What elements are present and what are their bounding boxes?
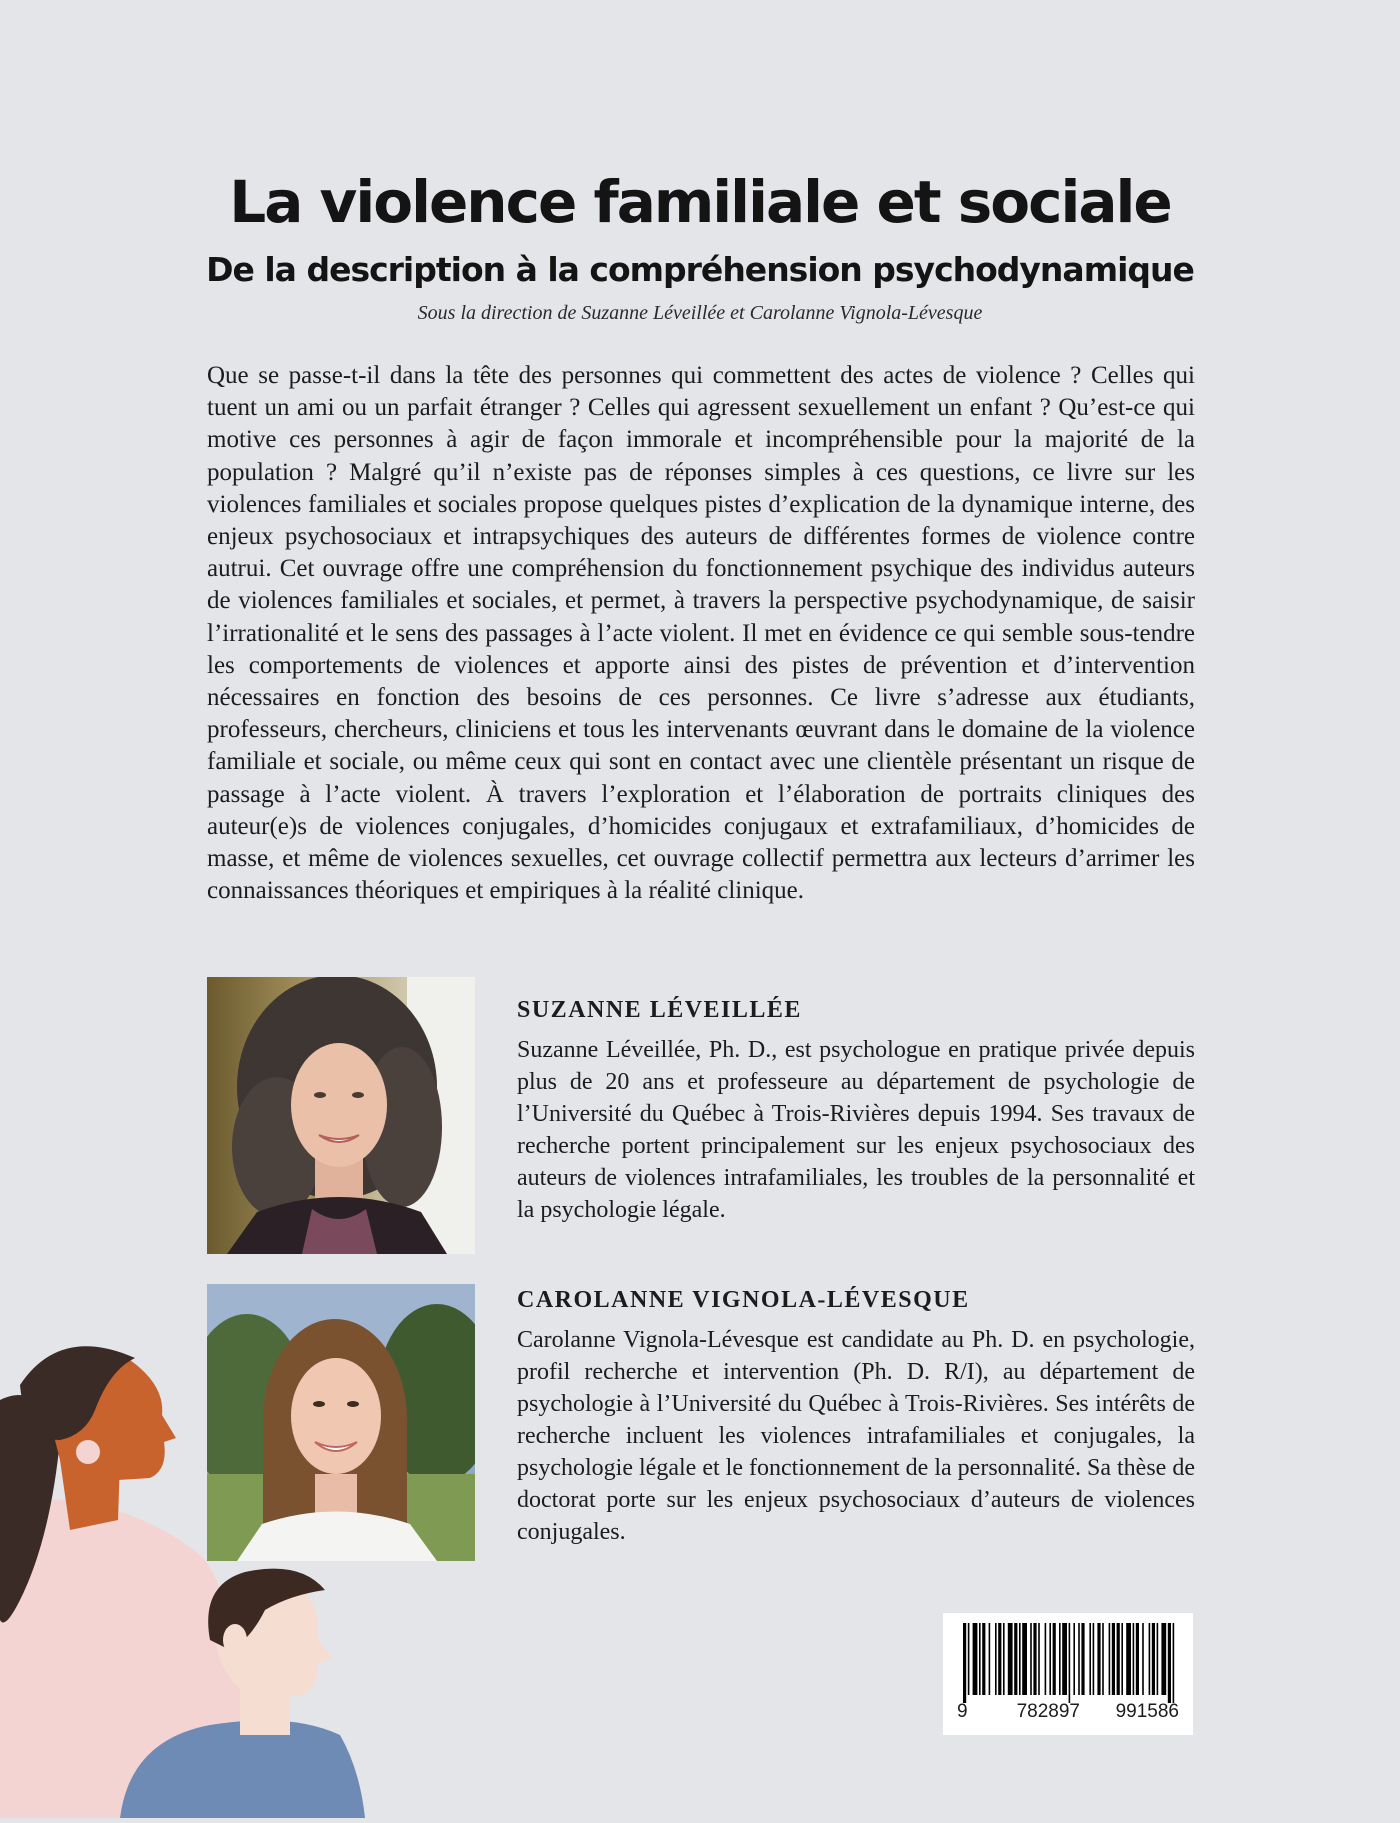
author-bio-text: Suzanne Léveillée, Ph. D., est psychologue en pratique privée depuis plus de 20 ans et professeure au département de psychologie de l’Université du Québec à Trois-Rivières depuis 1994. Ses travaux de recherche portent principalement sur les enjeux psychosociaux des auteurs de violences intrafamiliales, les troubles de la personnalité et la psychologie légale. bbox=[517, 1037, 1195, 1223]
barcode-bar bbox=[1157, 1623, 1159, 1695]
barcode-bar bbox=[1126, 1623, 1131, 1695]
author-name: SUZANNE LÉVEILLÉE bbox=[517, 997, 802, 1023]
editors-line: Sous la direction de Suzanne Léveillée et Carolanne Vignola-Lévesque bbox=[417, 302, 983, 324]
barcode-bar bbox=[1003, 1623, 1005, 1695]
barcode-bar bbox=[1078, 1623, 1080, 1695]
barcode-bar bbox=[1030, 1623, 1032, 1695]
author-bio-text: Carolanne Vignola-Lévesque est candidate au Ph. D. en psychologie, profil recherche et intervention (Ph. D. R/I), au département de psychologie à l’Université du Québec à Trois-Rivières. Ses intérêts de recherche incluent les violences intrafamiliales et conjugales, la psychologie légale et le fonctionnement de la personnalité. Sa thèse de doctorat porte sur les enjeux psychosociaux d’auteurs de violences conjugales. bbox=[517, 1327, 1195, 1545]
barcode-bar bbox=[1019, 1623, 1021, 1695]
barcode-bar bbox=[1049, 1623, 1051, 1695]
barcode-bar bbox=[1112, 1623, 1115, 1695]
barcode-bar bbox=[1109, 1623, 1111, 1695]
barcode-bar bbox=[995, 1623, 997, 1695]
barcode-bar bbox=[1173, 1623, 1175, 1703]
barcode-bar bbox=[1133, 1623, 1135, 1695]
author-bio-carolanne bbox=[517, 1287, 1195, 1548]
barcode-bar bbox=[1053, 1623, 1056, 1695]
barcode-bar bbox=[1117, 1623, 1120, 1695]
author-name: CAROLANNE VIGNOLA-LÉVESQUE bbox=[517, 1287, 970, 1313]
barcode-bars bbox=[961, 1623, 1175, 1703]
barcode-bar bbox=[1081, 1623, 1084, 1695]
isbn-number bbox=[957, 1701, 1187, 1723]
isbn-digit-1: 9 bbox=[957, 1701, 968, 1722]
barcode-bar bbox=[1121, 1623, 1123, 1695]
barcode-bar bbox=[982, 1623, 985, 1695]
book-summary: Que se passe-t-il dans la tête des personnes qui commettent des actes de violence ? Celles qui tuent un ami ou un parfait étranger ? Celles qui agressent sexuellement un enfant ? Qu’est-ce qui motive ces personnes à agir de façon immorale et incompréhensible pour la majorité de la population ? Malgré qu’il n’existe pas de réponses simples à ces questions, ce livre sur les violences familiales et sociales propose quelques pistes d’explication de la dynamique interne, des enjeux psychosociaux et intrapsychiques des auteurs de différentes formes de violence contre autrui. Cet ouvrage offre une compréhension du fonctionnement psychique des individus auteurs de violences familiales et sociales, et permet, à travers la perspective psychodynamique, de saisir l’irrationalité et le sens des passages à l’acte violent. Il met en évidence ce qui semble sous-tendre les comportements de violences et apporte ainsi des pistes de prévention et d’intervention nécessaires en fonction des besoins de ces personnes. Ce livre s’adresse aux étudiants, professeurs, chercheurs, cliniciens et tous les intervenants œuvrant dans le domaine de la violence familiale et sociale, ou même ceux qui sont en contact avec une clientèle présentant un risque de passage à l’acte violent. À travers l’exploration et l’élaboration de portraits cliniques des auteur(e)s de violences conjugales, d’homicides conjugaux et extrafamiliaux, d’homicides de masse, et même de violences sexuelles, cet ouvrage collectif permettra aux lecteurs d’arrimer les connaissances théoriques et empiriques à la réalité clinique. bbox=[207, 362, 1195, 905]
barcode-bar bbox=[973, 1623, 978, 1695]
barcode-bar bbox=[1038, 1623, 1040, 1695]
barcode-bar bbox=[1142, 1623, 1144, 1695]
barcode-bar bbox=[968, 1623, 970, 1695]
barcode-bar bbox=[1102, 1623, 1104, 1695]
author-bio-suzanne bbox=[517, 997, 1195, 1226]
barcode-bar bbox=[1152, 1623, 1155, 1695]
barcode-bar bbox=[963, 1623, 966, 1703]
barcode-bar bbox=[1168, 1623, 1171, 1703]
barcode-bar bbox=[1097, 1623, 1100, 1695]
book-subtitle: De la description à la compréhension psychodynamique bbox=[206, 250, 1194, 289]
barcode-bar bbox=[1149, 1623, 1151, 1695]
isbn-group-1: 782897 bbox=[1016, 1701, 1080, 1722]
barcode-bar bbox=[1136, 1623, 1139, 1695]
barcode-bar bbox=[1073, 1623, 1075, 1695]
barcode-bar bbox=[1069, 1623, 1071, 1703]
author-photo-suzanne bbox=[207, 977, 475, 1254]
isbn-group-2: 991586 bbox=[1115, 1701, 1179, 1722]
people-illustration bbox=[0, 1340, 420, 1818]
barcode-bar bbox=[1062, 1623, 1067, 1695]
barcode-bar bbox=[1008, 1623, 1013, 1695]
barcode-bar bbox=[979, 1623, 981, 1695]
book-title: La violence familiale et sociale bbox=[229, 168, 1171, 236]
barcode-bar bbox=[998, 1623, 1001, 1695]
barcode-bar bbox=[1033, 1623, 1036, 1695]
barcode-bar bbox=[1045, 1623, 1047, 1695]
barcode-bar bbox=[1059, 1623, 1061, 1695]
barcode-bar bbox=[1093, 1623, 1095, 1695]
barcode-bar bbox=[1022, 1623, 1027, 1695]
barcode-bar bbox=[1014, 1623, 1017, 1695]
barcode-bar bbox=[1161, 1623, 1166, 1695]
isbn-barcode bbox=[943, 1613, 1193, 1735]
barcode-bar bbox=[1089, 1623, 1091, 1695]
barcode-bar bbox=[989, 1623, 991, 1695]
